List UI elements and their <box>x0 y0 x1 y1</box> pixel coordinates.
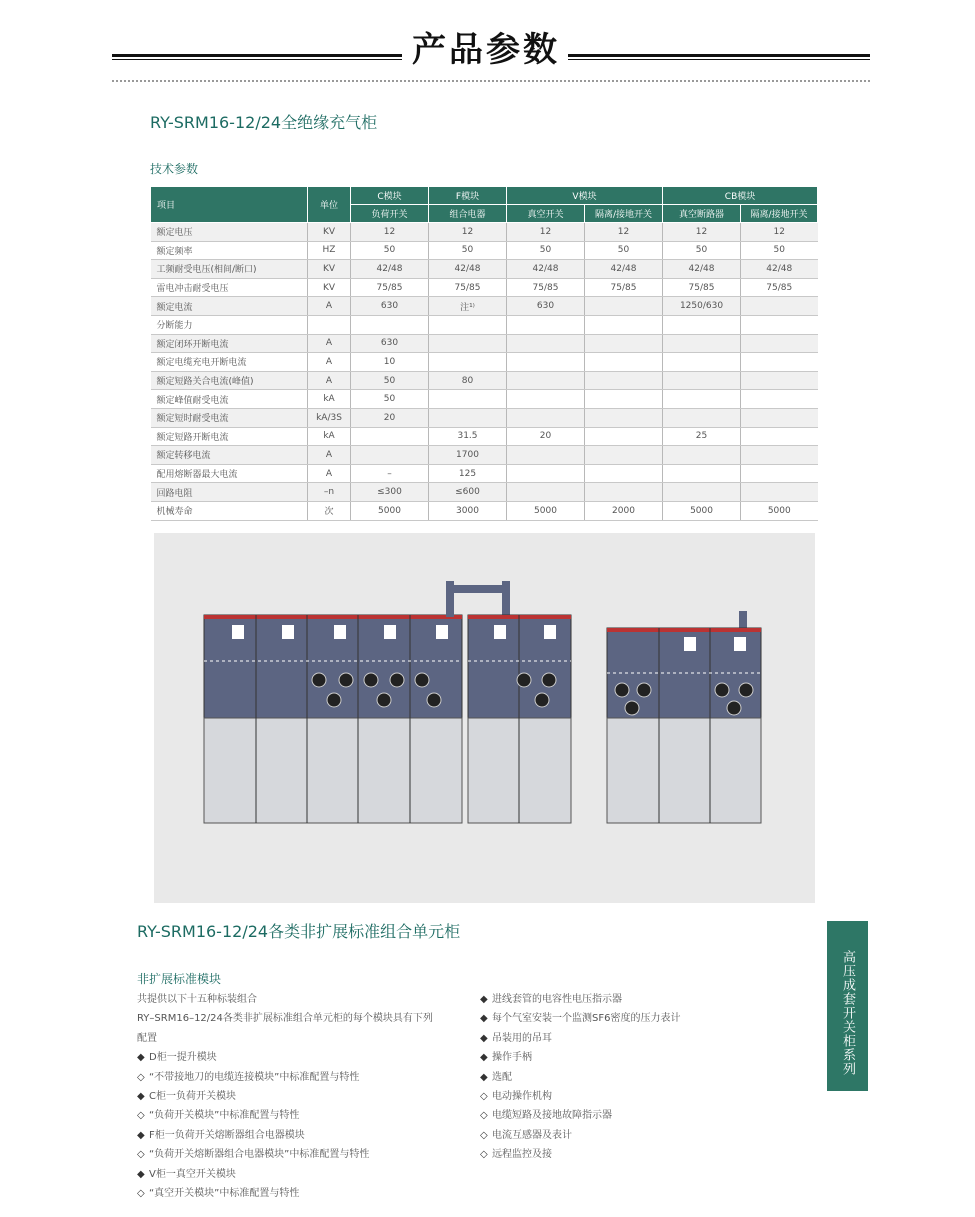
table-cell <box>429 408 507 427</box>
list-item: ◇ “不带接地刀的电缆连接模块”中标准配置与特性 <box>137 1071 360 1083</box>
table-cell: 42/48 <box>507 260 585 279</box>
table-cell <box>741 315 818 334</box>
row-unit: kA <box>308 427 351 446</box>
table-cell <box>663 446 741 465</box>
table-cell <box>507 446 585 465</box>
table-cell <box>585 408 663 427</box>
switchgear-unit-large <box>204 615 462 823</box>
table-cell <box>351 315 429 334</box>
table-cell: 50 <box>741 241 818 260</box>
table-row <box>151 297 818 316</box>
table-row <box>151 315 818 334</box>
table-row <box>151 223 818 242</box>
table-cell: 42/48 <box>741 260 818 279</box>
list-item: 配置 <box>137 1032 157 1044</box>
row-label: 额定峰值耐受电流 <box>151 390 308 409</box>
right-feature-list <box>480 990 680 1165</box>
subhead: 真空开关 <box>507 205 585 223</box>
table-row <box>151 446 818 465</box>
header-rule-left <box>112 54 402 60</box>
group-v: V模块 <box>507 187 663 205</box>
table-cell <box>507 334 585 353</box>
table-cell: 75/85 <box>663 278 741 297</box>
table-cell <box>507 390 585 409</box>
left-feature-list <box>137 990 433 1203</box>
section2-title: RY-SRM16-12/24各类非扩展标准组合单元柜 <box>137 922 461 941</box>
table-cell <box>741 446 818 465</box>
switchgear-unit-small <box>607 611 761 823</box>
subhead: 隔离/接地开关 <box>741 205 818 223</box>
table-cell <box>741 464 818 483</box>
list-item: ◆ 选配 <box>480 1071 512 1083</box>
row-unit: KV <box>308 260 351 279</box>
row-unit: A <box>308 446 351 465</box>
table-cell: 50 <box>351 241 429 260</box>
row-unit: kA/3S <box>308 408 351 427</box>
list-item: ◇ 电动操作机构 <box>480 1090 552 1102</box>
table-cell <box>351 446 429 465</box>
row-label: 雷电冲击耐受电压 <box>151 278 308 297</box>
page-title: 产品参数 <box>412 30 560 70</box>
list-item: ◆ C柜一负荷开关模块 <box>137 1090 236 1102</box>
table-cell: 80 <box>429 371 507 390</box>
table-cell: 10 <box>351 353 429 372</box>
row-unit: A <box>308 353 351 372</box>
table-cell: 75/85 <box>585 278 663 297</box>
table-cell <box>429 334 507 353</box>
table-cell <box>585 464 663 483</box>
section1-subtitle: 技术参数 <box>150 162 199 176</box>
row-label: 分断能力 <box>151 315 308 334</box>
table-row <box>151 390 818 409</box>
table-row <box>151 371 818 390</box>
table-row <box>151 501 818 520</box>
section2-subtitle: 非扩展标准模块 <box>137 972 222 986</box>
list-item: ◇ “负荷开关熔断器组合电器模块”中标准配置与特性 <box>137 1149 370 1161</box>
table-cell <box>663 315 741 334</box>
group-c: C模块 <box>351 187 429 205</box>
table-cell <box>663 371 741 390</box>
section1-title: RY-SRM16-12/24全绝缘充气柜 <box>150 113 378 132</box>
row-unit: A <box>308 297 351 316</box>
row-unit <box>308 315 351 334</box>
table-cell: 630 <box>507 297 585 316</box>
table-cell: 75/85 <box>741 278 818 297</box>
table-cell: 50 <box>507 241 585 260</box>
row-unit: A <box>308 334 351 353</box>
row-unit: –n <box>308 483 351 502</box>
table-cell <box>741 427 818 446</box>
table-cell <box>663 408 741 427</box>
list-item: RY–SRM16–12/24各类非扩展标准组合单元柜的每个模块具有下列 <box>137 1013 433 1025</box>
table-cell: – <box>351 464 429 483</box>
table-cell: 25 <box>663 427 741 446</box>
table-cell <box>585 297 663 316</box>
table-cell <box>507 315 585 334</box>
table-cell <box>741 297 818 316</box>
row-label: 额定转移电流 <box>151 446 308 465</box>
page-header <box>112 18 870 68</box>
table-cell: 1700 <box>429 446 507 465</box>
table-cell: 20 <box>507 427 585 446</box>
list-item: ◆ D柜一提升模块 <box>137 1052 217 1064</box>
table-cell: 5000 <box>507 501 585 520</box>
table-cell <box>663 334 741 353</box>
row-label: 机械寿命 <box>151 501 308 520</box>
table-cell: 50 <box>351 390 429 409</box>
row-unit: A <box>308 464 351 483</box>
subhead: 组合电器 <box>429 205 507 223</box>
list-item: ◆ 进线套管的电容性电压指示器 <box>480 994 622 1005</box>
row-unit: KV <box>308 278 351 297</box>
table-cell <box>663 464 741 483</box>
table-cell: 42/48 <box>351 260 429 279</box>
table-cell <box>741 334 818 353</box>
table-cell <box>507 408 585 427</box>
table-cell: 630 <box>351 297 429 316</box>
spec-table <box>150 186 818 521</box>
switchgear-image <box>154 533 815 903</box>
table-cell: 5000 <box>741 501 818 520</box>
table-cell <box>351 427 429 446</box>
table-cell: 5000 <box>351 501 429 520</box>
table-cell: 42/48 <box>585 260 663 279</box>
switchgear-illustration <box>154 533 815 903</box>
list-item: ◇ 远程监控及接 <box>480 1149 552 1161</box>
row-label: 配用熔断器最大电流 <box>151 464 308 483</box>
table-cell: 12 <box>429 223 507 242</box>
table-cell <box>507 483 585 502</box>
table-cell <box>585 334 663 353</box>
table-cell <box>585 483 663 502</box>
row-label: 回路电阻 <box>151 483 308 502</box>
table-cell: 75/85 <box>507 278 585 297</box>
list-item: ◆ 每个气室安装一个监测SF6密度的压力表计 <box>480 1013 681 1025</box>
list-item: ◇ 电缆短路及接地故障指示器 <box>480 1110 612 1122</box>
row-label: 额定短时耐受电流 <box>151 408 308 427</box>
table-cell: 12 <box>351 223 429 242</box>
table-cell: 42/48 <box>429 260 507 279</box>
row-label: 额定短路关合电流(峰值) <box>151 371 308 390</box>
row-label: 额定电缆充电开断电流 <box>151 353 308 372</box>
table-cell <box>585 390 663 409</box>
header-rule-right <box>568 54 870 60</box>
row-label: 额定闭环开断电流 <box>151 334 308 353</box>
table-row <box>151 408 818 427</box>
list-item: 共提供以下十五种标装组合 <box>137 994 257 1005</box>
table-cell: 630 <box>351 334 429 353</box>
header-item: 项目 <box>151 187 308 223</box>
busbar-connector <box>446 581 510 617</box>
table-cell <box>507 464 585 483</box>
table-row <box>151 483 818 502</box>
subhead: 隔离/接地开关 <box>585 205 663 223</box>
row-label: 额定频率 <box>151 241 308 260</box>
table-cell: 1250/630 <box>663 297 741 316</box>
table-cell <box>429 390 507 409</box>
list-item: ◇ “真空开关模块”中标准配置与特性 <box>137 1187 300 1199</box>
table-cell <box>663 390 741 409</box>
table-row <box>151 260 818 279</box>
row-label: 额定电压 <box>151 223 308 242</box>
row-unit: A <box>308 371 351 390</box>
group-f: F模块 <box>429 187 507 205</box>
table-row <box>151 278 818 297</box>
subhead: 负荷开关 <box>351 205 429 223</box>
table-cell <box>429 315 507 334</box>
table-cell <box>663 483 741 502</box>
list-item: ◇ 电流互感器及表计 <box>480 1129 572 1141</box>
table-cell: ≤600 <box>429 483 507 502</box>
row-unit: kA <box>308 390 351 409</box>
table-row <box>151 427 818 446</box>
table-cell <box>663 353 741 372</box>
row-unit: 次 <box>308 501 351 520</box>
table-cell: ≤300 <box>351 483 429 502</box>
list-item: ◆ F柜一负荷开关熔断器组合电器模块 <box>137 1129 305 1141</box>
table-cell: 3000 <box>429 501 507 520</box>
table-cell <box>741 390 818 409</box>
row-label: 额定电流 <box>151 297 308 316</box>
table-cell: 125 <box>429 464 507 483</box>
list-item: ◇ “负荷开关模块”中标准配置与特性 <box>137 1110 300 1122</box>
dotted-divider <box>112 80 870 84</box>
table-row <box>151 353 818 372</box>
table-row <box>151 241 818 260</box>
table-cell <box>741 353 818 372</box>
row-unit: KV <box>308 223 351 242</box>
row-label: 额定短路开断电流 <box>151 427 308 446</box>
table-cell <box>741 371 818 390</box>
table-cell: 12 <box>663 223 741 242</box>
table-cell: 5000 <box>663 501 741 520</box>
table-cell: 12 <box>741 223 818 242</box>
table-cell: 50 <box>351 371 429 390</box>
table-cell: 12 <box>585 223 663 242</box>
table-cell <box>585 371 663 390</box>
switchgear-unit-medium <box>468 615 571 823</box>
table-cell <box>585 446 663 465</box>
list-item: ◆ V柜一真空开关模块 <box>137 1168 236 1180</box>
row-unit: HZ <box>308 241 351 260</box>
table-cell <box>741 408 818 427</box>
table-cell: 50 <box>663 241 741 260</box>
table-cell: 12 <box>507 223 585 242</box>
table-cell: 50 <box>585 241 663 260</box>
table-cell: 42/48 <box>663 260 741 279</box>
table-cell: 31.5 <box>429 427 507 446</box>
table-cell <box>507 353 585 372</box>
table-cell: 20 <box>351 408 429 427</box>
list-item: ◆ 操作手柄 <box>480 1052 532 1064</box>
table-row <box>151 464 818 483</box>
header-unit: 单位 <box>308 187 351 223</box>
table-cell: 75/85 <box>429 278 507 297</box>
table-cell: 注¹⁾ <box>429 297 507 316</box>
group-cb: CB模块 <box>663 187 818 205</box>
table-cell: 2000 <box>585 501 663 520</box>
table-cell <box>741 483 818 502</box>
row-label: 工频耐受电压(相间/断口) <box>151 260 308 279</box>
table-row <box>151 334 818 353</box>
table-cell: 50 <box>429 241 507 260</box>
table-cell: 75/85 <box>351 278 429 297</box>
table-cell <box>585 427 663 446</box>
table-cell <box>507 371 585 390</box>
subhead: 真空断路器 <box>663 205 741 223</box>
table-cell <box>429 353 507 372</box>
list-item: ◆ 吊装用的吊耳 <box>480 1032 552 1044</box>
table-cell <box>585 353 663 372</box>
category-side-tab[interactable]: 高压成套开关柜系列 <box>827 921 868 1091</box>
table-cell <box>585 315 663 334</box>
